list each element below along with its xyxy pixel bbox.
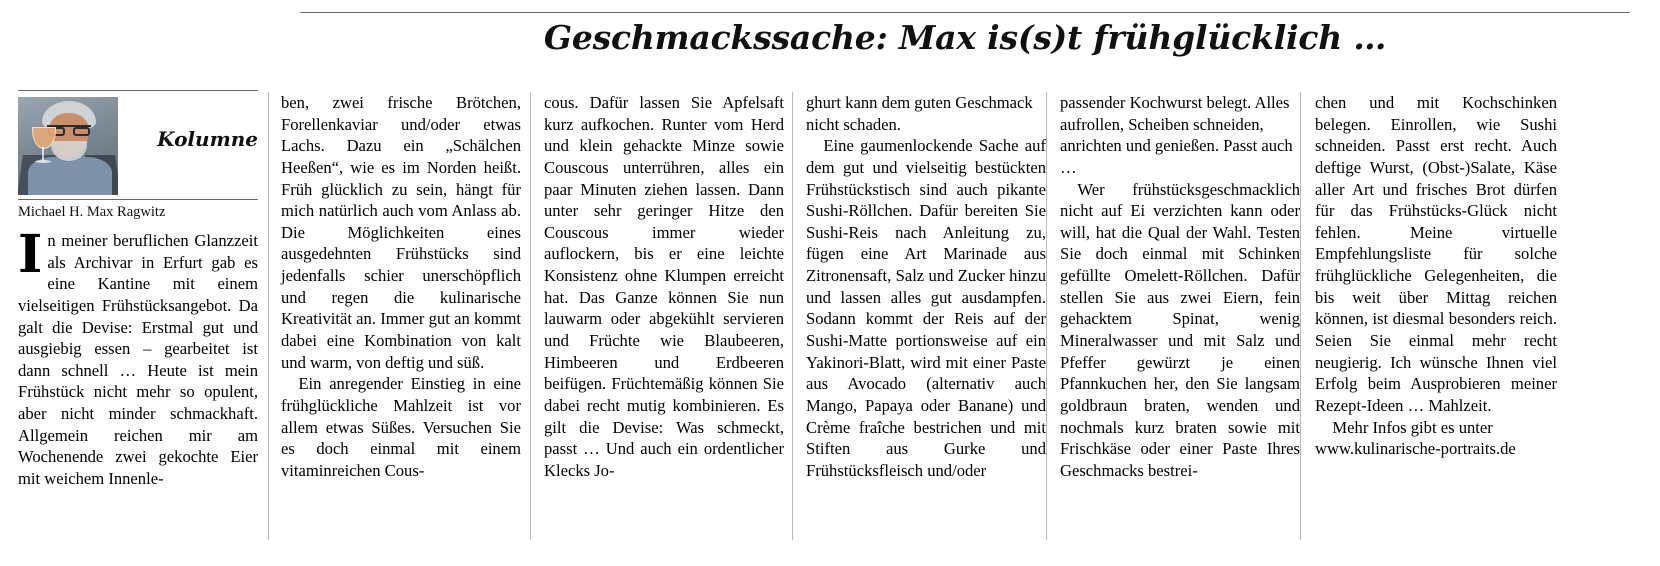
paragraph: Mehr Infos gibt es unter www.kulinarische-portraits.de [1315,417,1516,459]
article-column-4 [806,92,1046,482]
paragraph: cous. Dafür lassen Sie Apfelsaft kurz aufkochen. Runter vom Herd und klein gehackte Minze sowie Couscous unterrühren, alles ein paar Minuten ziehen lassen. Dann unter sehr geringer Hitze den Couscous immer wieder auflockern, bis er eine leichte Konsistenz ohne Klumpen erreicht hat. Das Ganze können Sie nun lauwarm oder abgekühlt servieren und Früchte wie Blaubeeren, Himbeeren und Erdbeeren beifügen. Früchtemäßig können Sie dabei recht mutig kombinieren. Es gilt die Devise: Was schmeckt, passt … Und auch ein ordentlicher Klecks Jo- [544,93,784,480]
paragraph-text: n meiner beruflichen Glanzzeit als Archivar in Erfurt gab es eine Kantine mit einem vielseitigen Frühstücksangebot. Da galt die Devise: Erstmal gut und ausgiebig essen – gearbeitet ist dann schnell … Heute ist mein Frühstück nicht mehr so opulent, aber nicht minder schmackhaft. Allgemein reichen mir am Wochenende zwei gekochte Eier mit weichem Innenle- [18,231,258,489]
paragraph: Ein anregender Einstieg in eine frühglückliche Mahlzeit ist vor allem etwas Süßes. Versuchen Sie es doch einmal mit einem vitaminreichen Cous- [281,374,521,480]
page-title: Geschmackssache: Max is(s)t frühglücklich … [543,18,1387,57]
column-divider-4 [1046,92,1047,540]
column-label: Kolumne [157,127,258,151]
portrait-photo [18,97,118,195]
author-top-rule [18,90,258,91]
article-column-1 [18,224,258,490]
paragraph: ben, zwei frische Brötchen, Forellenkaviar und/oder etwas Lachs. Dazu ein „Schälchen Heeßen“, wie es im Norden heißt. Früh glücklich zu sein, hängt für mich natürlich auch vom Anlass ab. Die Möglichkeiten eines ausgedehnten Frühstücks sind jedenfalls schier unerschöpflich und regen die kulinarische Kreativität an. Immer gut an kommt dabei eine Kombination von kalt und warm, von deftig und süß. [281,93,521,372]
paragraph: chen und mit Kochschinken belegen. Einrollen, wie Sushi schneiden. Passt erst recht. Auch deftige Wurst, (Obst-)Salate, Käse aller Art und frisches Brot dürfen für das Frühstücks-Glück nicht fehlen. Meine virtuelle Empfehlungsliste für solche frühglückliche Gelegenheiten, die bis weit über Mittag reichen können, ist diesmal besonders reich. Seien Sie einmal mehr recht neugierig. Ich wünsche Ihnen viel Erfolg beim Ausprobieren meiner Rezept-Ideen … Mahlzeit. [1315,93,1557,415]
author-bottom-rule [18,199,258,200]
paragraph: ghurt kann dem guten Geschmack nicht schaden. [806,93,1033,134]
paragraph [18,224,258,490]
column-divider-5 [1300,92,1301,540]
paragraph: Eine gaumenlockende Sache auf dem gut und vielseitig bestückten Frühstückstisch sind auch pikante Sushi-Röllchen. Dafür bereiten Sie Sushi-Reis nach Anleitung zu, fügen eine Art Marinade aus Zitronensaft, Salz und Zucker hinzu und lassen alles gut ausdampfen. Sodann kommt der Reis auf der Sushi-Matte portionsweise auf ein Yakinori-Blatt, wird mit einer Paste aus Avocado (alternativ auch Mango, Papaya oder Banane) und Crème fraîche bestrichen und mit Stiften aus Gurke und Frühstücksfleisch und/oder [806,136,1046,480]
drop-cap: I [18,224,43,285]
headline-top-rule [300,12,1630,13]
column-divider-2 [530,92,531,540]
column-divider-3 [792,92,793,540]
article-column-5 [1060,92,1300,482]
wine-glass-stem [42,147,44,161]
author-box [18,90,258,221]
column-divider-1 [268,92,269,540]
wine-glass-foot [35,160,51,163]
article-column-2 [281,92,521,482]
article-column-6 [1315,92,1557,460]
article-column-3 [544,92,784,482]
author-name: Michael H. Max Ragwitz [18,204,166,220]
paragraph: passender Kochwurst belegt. Alles aufrollen, Scheiben schneiden, anrichten und genießen. Passt auch … [1060,93,1293,177]
paragraph: Wer frühstücksgeschmacklich nicht auf Ei verzichten kann oder will, hat die Qual der Wahl. Testen Sie doch einmal mit Schinken gefüllte Omelett-Röllchen. Dafür stellen Sie aus zwei Eiern, fein gehacktem Spinat, wenig Mineralwasser und mit Salz und Pfeffer gewürzt je einen Pfannkuchen her, den Sie langsam goldbraun braten, wenden und nochmals kurz braten sowie mit Frischkäse oder einer Paste Ihres Geschmacks bestrei- [1060,179,1300,480]
